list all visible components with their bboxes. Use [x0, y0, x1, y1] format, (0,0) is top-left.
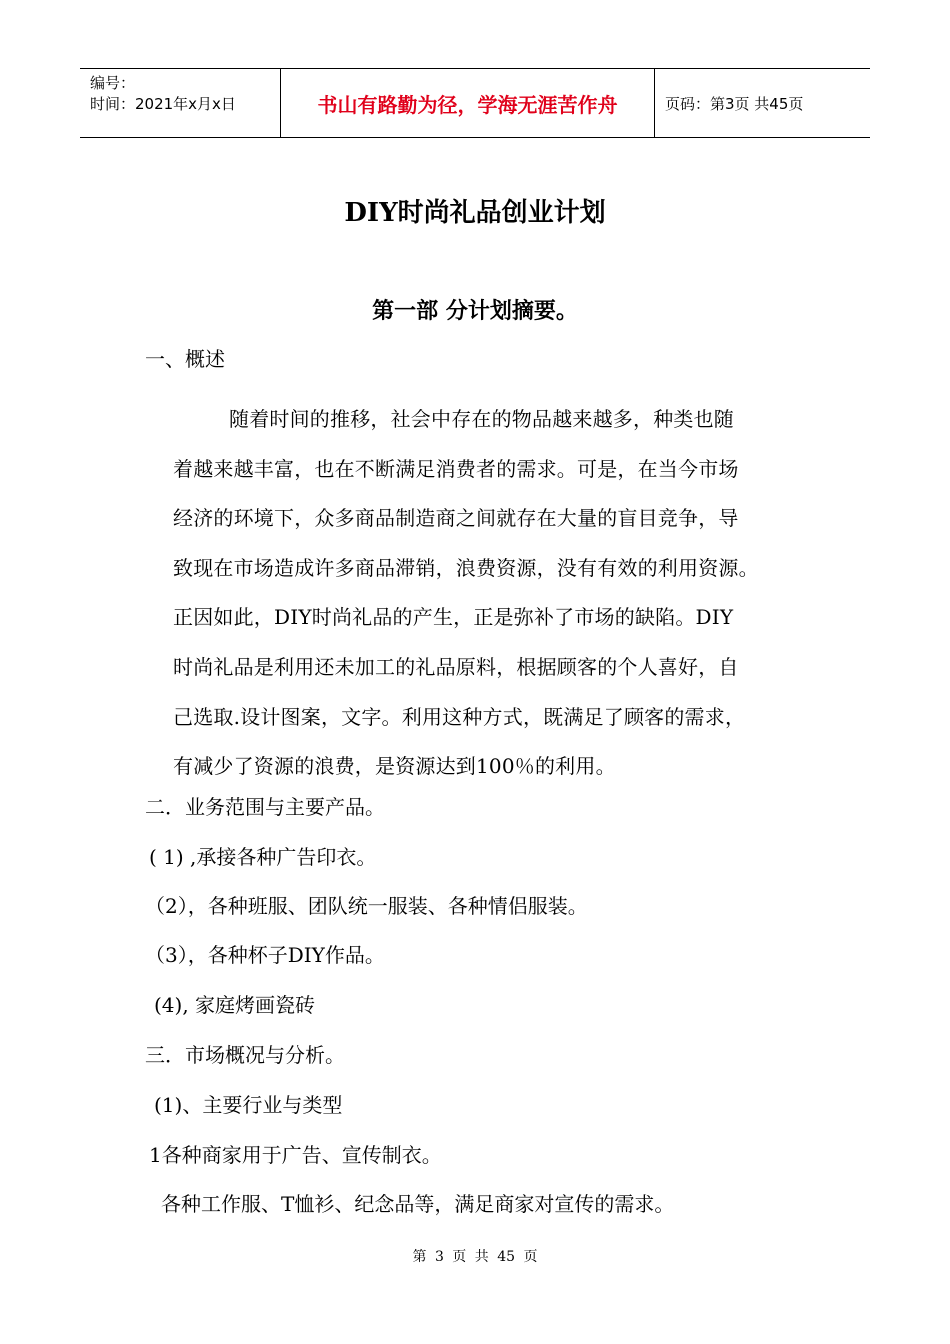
paragraph-line: 正因如此，DIY时尚礼品的产生，正是弥补了市场的缺陷。DIY	[173, 605, 734, 630]
header-page-info: 页码：第3页 共45页	[665, 94, 804, 113]
paragraph-line: 随着时间的推移，社会中存在的物品越来越多，种类也随	[229, 407, 734, 431]
business-heading: 二．业务范围与主要产品。	[145, 795, 385, 819]
header-meta	[80, 69, 281, 137]
section-title: 第一部 分计划摘要。	[372, 298, 578, 324]
overview-paragraph	[173, 395, 823, 792]
market-subheading: (1)、主要行业与类型	[154, 1093, 343, 1117]
header-motto: 书山有路勤为径，学海无涯苦作舟	[281, 69, 655, 137]
paragraph-line: 时尚礼品是利用还未加工的礼品原料，根据顾客的个人喜好，自	[173, 654, 739, 679]
market-heading: 三．市场概况与分析。	[145, 1043, 345, 1067]
page-footer: 第 3 页 共 45 页	[412, 1249, 538, 1265]
business-item: ( 1) ,承接各种广告印衣。	[149, 845, 377, 869]
market-item: 1各种商家用于广告、宣传制衣。	[149, 1143, 442, 1167]
document-title: DIY时尚礼品创业计划	[344, 198, 606, 228]
business-item: （2），各种班服、团队统一服装、各种情侣服装。	[145, 894, 588, 918]
paragraph-line: 致现在市场造成许多商品滞销，浪费资源，没有有效的利用资源。	[173, 555, 759, 580]
business-item: (4), 家庭烤画瓷砖	[154, 993, 316, 1017]
paragraph-line: 己选取.设计图案，文字。利用这种方式，既满足了顾客的需求，	[173, 704, 746, 729]
paragraph-line: 着越来越丰富，也在不断满足消费者的需求。可是，在当今市场	[173, 456, 739, 481]
overview-heading: 一、概述	[145, 347, 225, 371]
paragraph-line: 经济的环境下，众多商品制造商之间就存在大量的盲目竞争，导	[173, 506, 739, 531]
business-item: （3），各种杯子DIY作品。	[145, 943, 385, 967]
header-date: 时间：2021年x月x日	[90, 95, 236, 113]
header-number-label: 编号：	[90, 74, 136, 92]
paragraph-line: 有减少了资源的浪费，是资源达到100％的利用。	[173, 754, 616, 779]
market-item-detail: 各种工作服、T恤衫、纪念品等，满足商家对宣传的需求。	[161, 1192, 675, 1216]
document-header	[80, 68, 870, 138]
